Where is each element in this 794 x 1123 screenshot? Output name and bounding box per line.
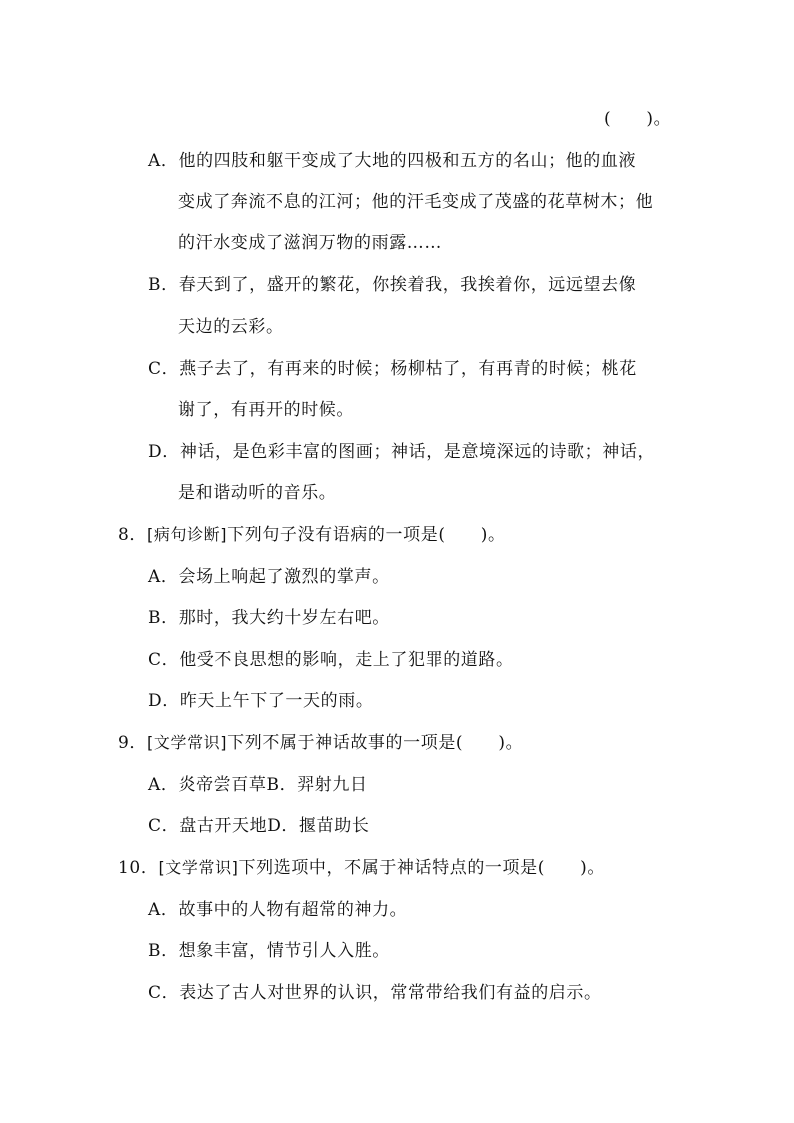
- option-c-line-1: [148, 358, 637, 380]
- option-text: 神话，是色彩丰富的图画；神话，是意境深远的诗歌；神话，: [179, 442, 656, 462]
- option-a-line-2: 变成了奔流不息的江河；他的汗毛变成了茂盛的花草树木；他: [178, 192, 654, 212]
- question-8-option-c: C．他受不良思想的影响，走上了犯罪的道路。: [148, 650, 514, 670]
- question-9-stem: [118, 732, 523, 754]
- question-8-option-b: B．那时，我大约十岁左右吧。: [148, 608, 390, 628]
- option-d-line-1: [148, 441, 655, 463]
- option-letter: C．: [148, 359, 180, 379]
- question-text: 下列句子没有语病的一项是( )。: [227, 525, 506, 545]
- question-9-option-ab: A．炎帝尝百草B．羿射九日: [148, 775, 368, 795]
- question-8-option-d: D．昨天上午下了一天的雨。: [148, 691, 374, 711]
- option-text: 他的四肢和躯干变成了大地的四极和五方的名山；他的血液: [178, 151, 637, 171]
- option-a-line-1: [148, 150, 636, 172]
- question-number: 10．: [118, 858, 159, 878]
- question-10-option-c: C．表达了古人对世界的认识，常常带给我们有益的启示。: [148, 983, 602, 1003]
- option-b-line-2: 天边的云彩。: [178, 317, 284, 337]
- question-10-option-a: A．故事中的人物有超常的神力。: [148, 900, 408, 920]
- option-d-line-2: 是和谐动听的音乐。: [178, 483, 337, 503]
- question-10-stem: [118, 857, 605, 879]
- option-text: 燕子去了，有再来的时候；杨柳枯了，有再青的时候；桃花: [179, 359, 637, 379]
- question-8-option-a: A．会场上响起了激烈的掌声。: [148, 567, 390, 587]
- option-a-line-3: 的汗水变成了滋润万物的雨露……: [178, 233, 442, 253]
- option-letter: A．: [148, 151, 179, 171]
- question-tag: [文学常识]: [158, 858, 239, 877]
- question-number: 8．: [118, 525, 148, 545]
- question-tag: [病句诊断]: [147, 525, 228, 544]
- question-text: 下列选项中，不属于神话特点的一项是( )。: [238, 858, 605, 878]
- option-letter: B．: [148, 275, 179, 295]
- option-c-line-2: 谢了，有再开的时候。: [178, 400, 354, 420]
- option-b-line-1: [148, 274, 636, 296]
- question-8-stem: [118, 524, 506, 546]
- question-text: 下列不属于神话故事的一项是( )。: [227, 733, 524, 753]
- answer-blank: ( )。: [604, 109, 672, 129]
- question-9-option-cd: C．盘古开天地D．揠苗助长: [148, 816, 370, 836]
- option-letter: D．: [148, 442, 180, 462]
- question-number: 9．: [118, 733, 148, 753]
- option-text: 春天到了，盛开的繁花，你挨着我，我挨着你，远远望去像: [178, 275, 637, 295]
- question-10-option-b: B．想象丰富，情节引人入胜。: [148, 941, 390, 961]
- question-tag: [文学常识]: [147, 733, 228, 752]
